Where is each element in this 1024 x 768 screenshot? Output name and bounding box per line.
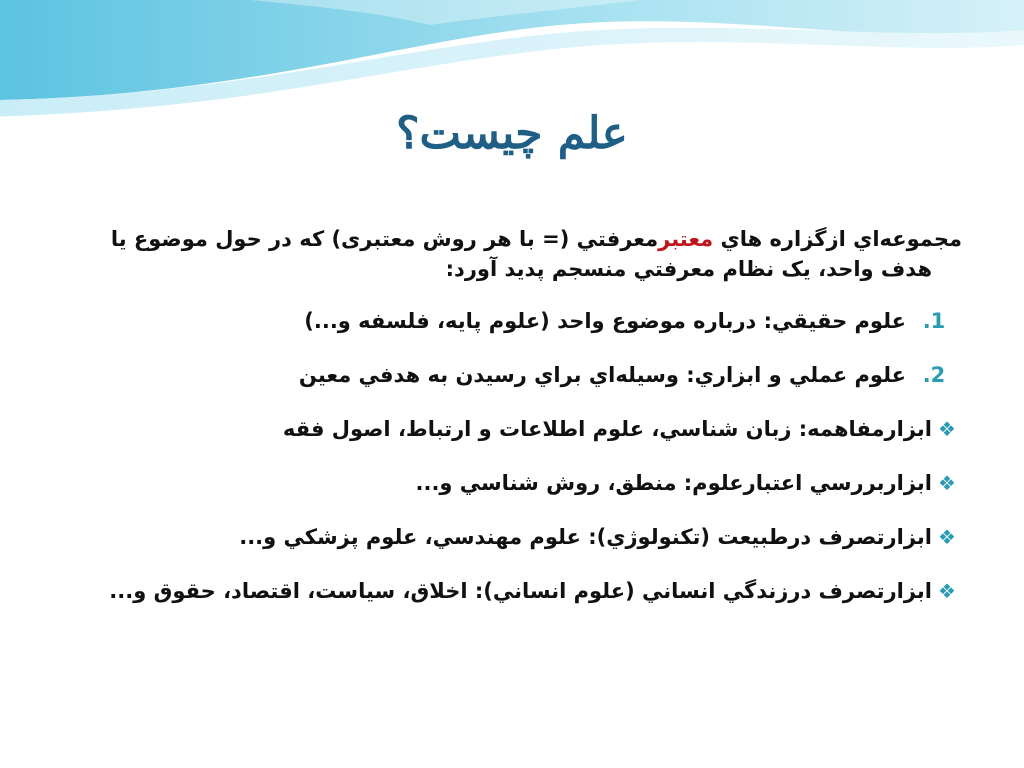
numbered-item — [40, 360, 962, 390]
item-text: علوم حقيقي: درباره موضوع واحد (علوم پايه، فلسفه و...) — [304, 309, 906, 333]
bullet-item — [40, 522, 962, 552]
item-text: علوم عملي و ابزاري: وسيله‌اي براي رسيدن به هدفي معين — [298, 363, 906, 387]
slide-title: علم چيست؟ — [396, 108, 628, 159]
bullet-text: ابزاربررسي اعتبارعلوم: منطق، روش شناسي و... — [415, 471, 932, 495]
numbered-item — [40, 306, 962, 336]
intro-text-part2: معرفتي (= با هر روش معتبری) که در حول موضوع يا — [110, 227, 659, 251]
diamond-bullet-icon: ❖ — [938, 525, 956, 549]
diamond-bullet-icon: ❖ — [938, 471, 956, 495]
diamond-bullet-icon: ❖ — [938, 579, 956, 603]
bullet-item — [40, 414, 962, 444]
item-number: 2. — [922, 363, 946, 387]
diamond-bullet-icon: ❖ — [938, 417, 956, 441]
intro-paragraph — [40, 224, 962, 284]
bullet-text: ابزارمفاهمه: زبان شناسي، علوم اطلاعات و ارتباط، اصول فقه — [282, 417, 932, 441]
bullet-item — [40, 468, 962, 498]
intro-text-line2: هدف واحد، یک نظام معرفتي منسجم پديد آورد: — [445, 257, 932, 281]
bullet-text: ابزارتصرف درطبيعت (تکنولوژي): علوم مهندسي، علوم پزشکي و... — [239, 525, 932, 549]
bullet-item — [40, 576, 962, 606]
bullet-text: ابزارتصرف درزندگي انساني (علوم انساني): اخلاق، سياست، اقتصاد، حقوق و... — [109, 579, 932, 603]
intro-text-part1: مجموعه‌اي ازگزاره هاي — [720, 227, 962, 251]
slide-content — [40, 224, 962, 630]
item-number: 1. — [922, 309, 946, 333]
intro-emphasis: معتبر — [658, 227, 714, 251]
